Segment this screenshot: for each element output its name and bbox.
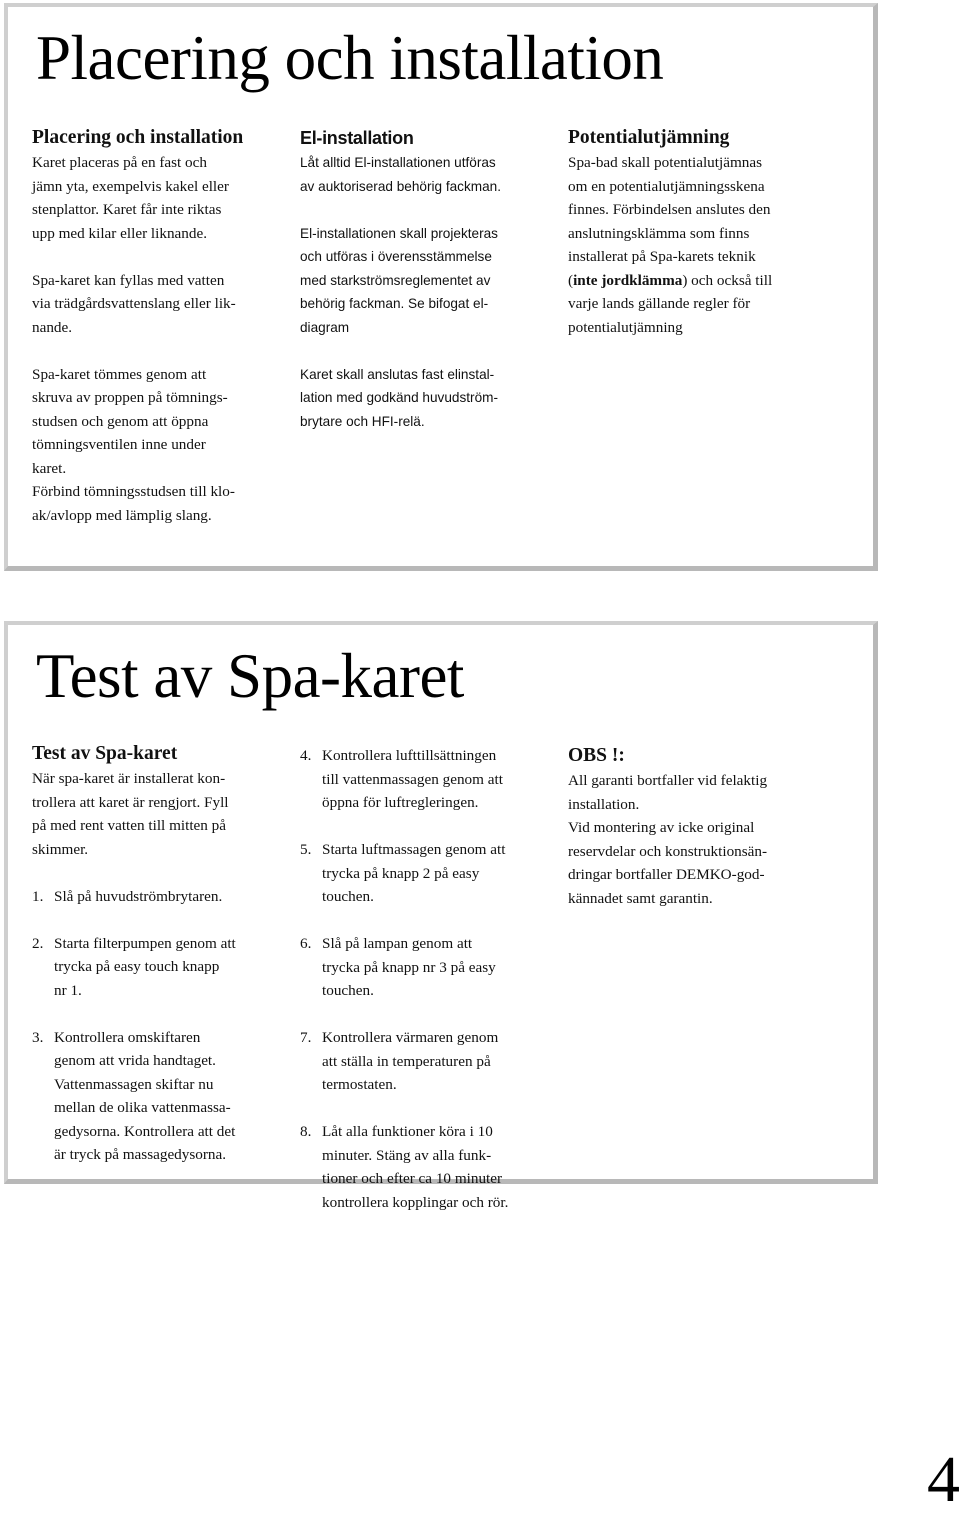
list-item-step-8: 8. Låt alla funktioner köra i 10 minuter. Stäng av alla funk- tioner och efter ca 10 minuter kontrollera kopplingar och rör. [300, 1123, 509, 1211]
paragraph-test-intro: När spa-karet är installerat kon- trollera att karet är rengjort. Fyll på med rent vatten till mitten på skimmer. [32, 770, 229, 858]
column-test-steps-1 [32, 741, 277, 1190]
list-item-step-3: 3. Kontrollera omskiftaren genom att vrida handtaget. Vattenmassagen skiftar nu mellan de olika vattenmassa- gedysorna. Kontrollera att det är tryck på massagedysorna. [32, 1028, 236, 1163]
paragraph-electrical-connection: Karet skall anslutas fast elinstal- lation med godkänd huvudström- brytare och HFI-relä. [300, 366, 498, 429]
paragraph-electrical-design: El-installationen skall projekteras och utföras i överensstämmelse med starkströmsreglementet av behörig fackman. Se bifogat el- diagram [300, 225, 498, 335]
paragraph-equipotential: Spa-bad skall potentialutjämnas om en potentialutjämningsskena finnes. Förbindelsen anslutes den anslutningsklämma som finns installerat på Spa-karets teknik (inte jordklämma) och också till varje lands gällande regler för potentialutjämning [568, 154, 773, 336]
heading-equipotential: Potentialutjämning [568, 127, 730, 148]
column-obs [568, 743, 828, 934]
test-section-frame [4, 621, 878, 1211]
paragraph-placement: Karet placeras på en fast och jämn yta, exempelvis kakel eller stenplattor. Karet får inte riktas upp med kilar eller liknande. [32, 154, 229, 242]
list-item-step-7: 7. Kontrollera värmaren genom att ställa in temperaturen på termostaten. [300, 1029, 499, 1093]
column-equipotential [568, 125, 828, 363]
placement-section-frame [4, 3, 878, 571]
section-title-test: Test av Spa-karet [36, 641, 464, 711]
column-electrical [300, 125, 545, 457]
heading-test: Test av Spa-karet [32, 743, 178, 764]
list-item-step-4: 4. Kontrollera lufttillsättningen till vattenmassagen genom att öppna för luftregleringen. [300, 747, 503, 811]
paragraph-warranty-notice: All garanti bortfaller vid felaktig installation. Vid montering av icke original reservdelar och konstruktionsän- dringar bortfaller DEMKO-god- kännadet samt garantin. [568, 772, 768, 907]
paragraph-drain-connection: Förbind tömningsstudsen till klo- ak/avlopp med lämplig slang. [32, 483, 235, 524]
heading-placement: Placering och installation [32, 127, 244, 148]
heading-electrical: El-installation [300, 128, 414, 148]
paragraph-electrical-authorized: Låt alltid El-installationen utföras av auktoriserad behörig fackman. [300, 155, 501, 194]
paragraph-emptying: Spa-karet tömmes genom att skruva av proppen på tömnings- studsen och genom att öppna tömningsventilen inne under karet. [32, 365, 228, 477]
bold-no-earth-clamp: inte jordklämma [573, 271, 683, 289]
list-item-step-2: 2. Starta filterpumpen genom att trycka på easy touch knapp nr 1. [32, 934, 236, 999]
list-item-step-6: 6. Slå på lampan genom att trycka på knapp nr 3 på easy touchen. [300, 935, 496, 999]
column-placement [32, 125, 277, 551]
paragraph-filling: Spa-karet kan fyllas med vatten via trädgårdsvattenslang eller lik- nande. [32, 271, 236, 336]
list-item-step-1: 1. Slå på huvudströmbrytaren. [32, 887, 223, 905]
page-number: 4 [927, 1443, 960, 1516]
heading-obs: OBS !: [568, 745, 625, 766]
list-item-step-5: 5. Starta luftmassagen genom att trycka på knapp 2 på easy touchen. [300, 841, 506, 905]
column-test-steps-2 [300, 744, 545, 1238]
section-title-placement: Placering och installation [36, 23, 664, 93]
